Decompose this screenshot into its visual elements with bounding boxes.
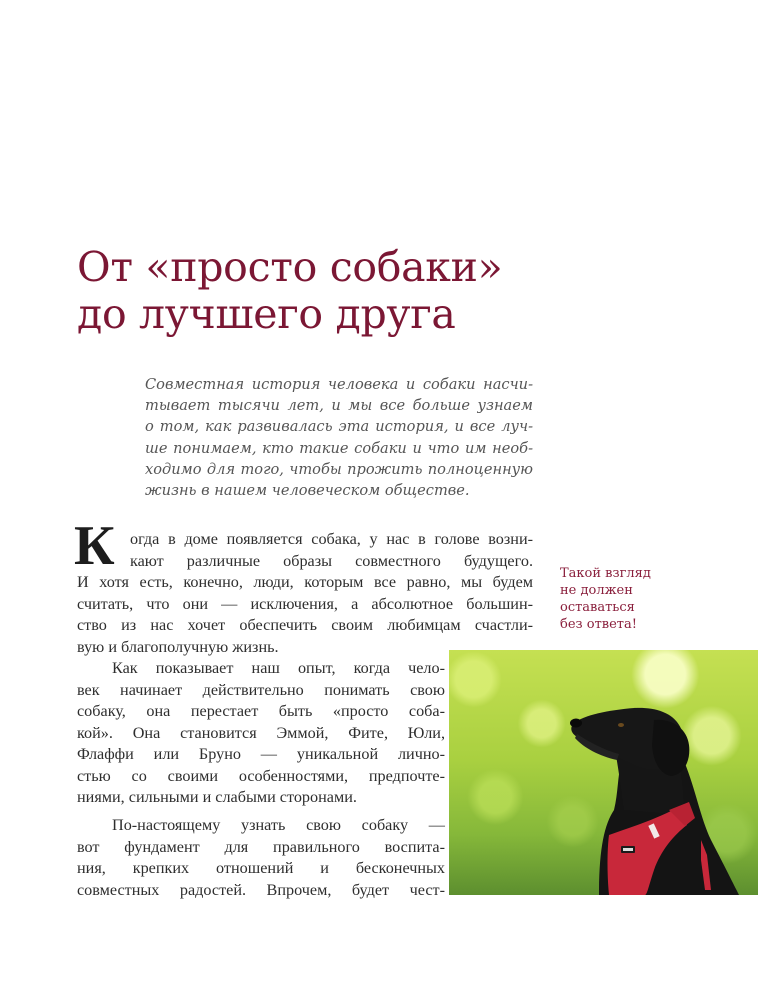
dog-illustration-icon: [449, 650, 758, 895]
body-line: век начинает действительно понимать свою: [77, 680, 445, 699]
body-line: Как показывает наш опыт, когда чело-: [112, 659, 445, 677]
body-line: По-настоящему узнать свою собаку —: [112, 816, 445, 834]
photo-caption-sidenote: [560, 565, 651, 633]
body-line: огда в доме появляется собака, у нас в голове возни-: [130, 530, 533, 548]
sidenote-line: Такой взгляд: [560, 566, 651, 581]
body-line: И хотя есть, конечно, люди, которым все равно, мы будем: [77, 573, 533, 591]
chapter-title-line: От «просто собаки»: [77, 243, 503, 291]
sidenote-line: оставаться: [560, 600, 635, 615]
sidenote-line: не должен: [560, 583, 633, 598]
body-line: Флаффи или Бруно — уникальной лично-: [77, 745, 445, 763]
sidenote-line: без ответа!: [560, 617, 637, 632]
body-line: собаку, она перестает быть «просто соба-: [77, 702, 445, 720]
chapter-title: [77, 244, 502, 338]
body-line: кают различные образы совместного будущего.: [130, 551, 533, 570]
body-line: считать, что они — исключения, а абсолютное большин-: [77, 594, 533, 613]
lead-line: о том, как развивалась эта история, и все луч-: [145, 418, 533, 436]
body-paragraph-3: [77, 815, 445, 901]
body-line: вот фундамент для правильного воспита-: [77, 837, 445, 856]
lead-line: ше понимаем, кто такие собаки и что им необ-: [145, 439, 533, 457]
body-line: ство из нас хочет обеспечить своим любимцам счастли-: [77, 616, 533, 634]
lead-line: тывает тысячи лет, и мы все больше узнаем: [145, 397, 533, 415]
body-line: ниями, сильными и слабыми сторонами.: [77, 788, 357, 806]
lead-line: жизнь в нашем человеческом обществе.: [145, 482, 470, 500]
body-line: ния, крепких отношений и бесконечных: [77, 859, 445, 877]
body-line: стью со своими особенностями, предпочте-: [77, 766, 445, 785]
body-paragraph-2: [77, 658, 445, 809]
body-line: кой». Она становится Эммой, Фите, Юли,: [77, 723, 445, 742]
body-line: вую и благополучную жизнь.: [77, 637, 279, 656]
lead-line: Совместная история человека и собаки насчи-: [145, 376, 533, 393]
body-line: совместных радостей. Впрочем, будет чест-: [77, 880, 445, 899]
dog-photo: [449, 650, 758, 895]
body-paragraph-1: [77, 529, 533, 658]
drop-cap: К: [74, 515, 115, 577]
lead-line: ходимо для того, чтобы прожить полноценную: [145, 460, 533, 478]
chapter-title-line: до лучшего друга: [77, 290, 456, 338]
lead-paragraph: [145, 374, 533, 501]
